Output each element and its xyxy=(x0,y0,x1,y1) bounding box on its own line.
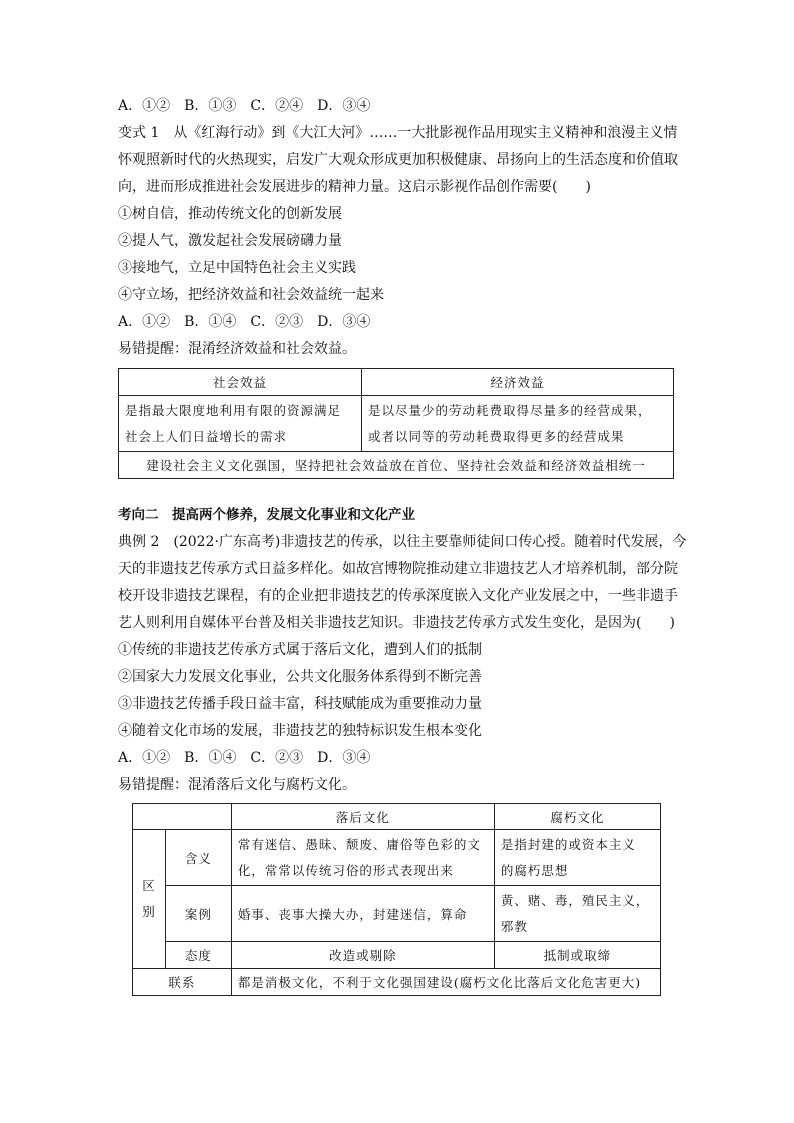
table2-link-label: 联系 xyxy=(133,969,232,996)
table2-row-label-attitude: 态度 xyxy=(166,942,232,969)
example2-item-3: ③非遗技艺传播手段日益丰富，科技赋能成为重要推动力量 xyxy=(118,696,482,712)
table2-case-decadent-line1: 黄、赌、毒，殖民主义， xyxy=(500,892,650,908)
variant1-stem-line1: 变式 1 从《红海行动》到《大江大河》……一大批影视作品用现实主义精神和浪漫主义情 xyxy=(118,125,678,141)
table2-case-decadent xyxy=(494,886,660,942)
table1-social-line1: 是指最大限度地利用有限的资源满足 xyxy=(125,402,342,418)
table2-case-decadent-line2: 邪教 xyxy=(500,918,528,934)
table2-corner xyxy=(133,804,232,830)
table1-economic-line1: 是以尽量少的劳动耗费取得尽量多的经营成果， xyxy=(368,402,652,418)
variant1-options: A．①② B．①④ C．②③ D．③④ xyxy=(118,314,371,330)
example2-line3: 校开设非遗技艺课程，有的企业把非遗技艺的传承深度嵌入文化产业发展之中，一些非遗手 xyxy=(118,588,678,604)
table2-meaning-backward-line1: 常有迷信、愚昧、颓废、庸俗等色彩的文 xyxy=(237,836,481,852)
table2-meaning-decadent-line2: 的腐朽思想 xyxy=(500,862,569,878)
example2-line4: 艺人则利用自媒体平台普及相关非遗技艺知识。非遗技艺传承方式发生变化，是因为( ) xyxy=(118,615,675,631)
variant1-item-4: ④守立场，把经济效益和社会效益统一起来 xyxy=(118,287,384,303)
variant1-stem-line3: 向，进而形成推进社会发展进步的精神力量。这启示影视作品创作需要( ) xyxy=(118,179,591,195)
example2-line1: 典例 2 (2022·广东高考)非遗技艺的传承，以往主要靠师徒间口传心授。随着时代发展，今 xyxy=(118,534,687,550)
table2-header-decadent: 腐朽文化 xyxy=(494,804,660,830)
table1-social-line2: 社会上人们日益增长的需求 xyxy=(125,428,288,444)
variant1-stem-line2: 怀观照新时代的火热现实，启发广大观众形成更加积极健康、昂扬向上的生活态度和价值取 xyxy=(118,152,678,168)
variant1-item-2: ②提人气，激发起社会发展磅礴力量 xyxy=(118,233,342,249)
variant1-item-1: ①树自信，推动传统文化的创新发展 xyxy=(118,206,342,222)
table2-case-backward: 婚事、丧事大操大办，封建迷信，算命 xyxy=(231,886,494,942)
table2-group-label-bottom: 别 xyxy=(142,904,156,919)
table2-header-backward: 落后文化 xyxy=(231,804,494,830)
table1-footer: 建设社会主义文化强国，坚持把社会效益放在首位、坚持社会效益和经济效益相统一 xyxy=(119,452,674,479)
section2-heading: 考向二 提高两个修养，发展文化事业和文化产业 xyxy=(118,507,415,523)
table2-meaning-backward xyxy=(231,830,494,886)
example2-line2: 天的非遗技艺传承方式日益多样化。如故宫博物院推动建立非遗技艺人才培养机制，部分院 xyxy=(118,561,678,577)
example2-item-2: ②国家大力发展文化事业，公共文化服务体系得到不断完善 xyxy=(118,669,482,685)
table1-social-cell xyxy=(119,396,362,452)
table1-economic-cell xyxy=(362,396,674,452)
table2-link-text: 都是消极文化，不利于文化强国建设(腐朽文化比落后文化危害更大) xyxy=(231,969,660,996)
table2-attitude-backward: 改造或剔除 xyxy=(231,942,494,969)
example2-tip: 易错提醒：混淆落后文化与腐朽文化。 xyxy=(118,777,356,793)
culture-comparison-table xyxy=(132,803,661,996)
table2-attitude-decadent: 抵制或取缔 xyxy=(494,942,660,969)
table2-meaning-decadent-line1: 是指封建的或资本主义 xyxy=(500,836,636,852)
benefit-comparison-table xyxy=(118,368,674,479)
variant1-item-3: ③接地气，立足中国特色社会主义实践 xyxy=(118,260,356,276)
example2-item-1: ①传统的非遗技艺传承方式属于落后文化，遭到人们的抵制 xyxy=(118,642,482,658)
table2-row-label-meaning: 含义 xyxy=(166,830,232,886)
example2-item-4: ④随着文化市场的发展，非遗技艺的独特标识发生根本变化 xyxy=(118,723,482,739)
table2-meaning-backward-line2: 化，常常以传统习俗的形式表现出来 xyxy=(237,862,454,878)
table2-meaning-decadent xyxy=(494,830,660,886)
table2-group-label xyxy=(133,830,166,969)
example2-options: A．①② B．①④ C．②③ D．③④ xyxy=(118,750,371,766)
table1-header-economic: 经济效益 xyxy=(362,369,674,396)
variant1-tip: 易错提醒：混淆经济效益和社会效益。 xyxy=(118,341,356,357)
table1-economic-line2: 或者以同等的劳动耗费取得更多的经营成果 xyxy=(368,428,625,444)
table2-row-label-case: 案例 xyxy=(166,886,232,942)
table2-group-label-top: 区 xyxy=(142,878,156,893)
q1-options: A．①② B．①③ C．②④ D．③④ xyxy=(118,98,371,114)
table1-header-social: 社会效益 xyxy=(119,369,362,396)
